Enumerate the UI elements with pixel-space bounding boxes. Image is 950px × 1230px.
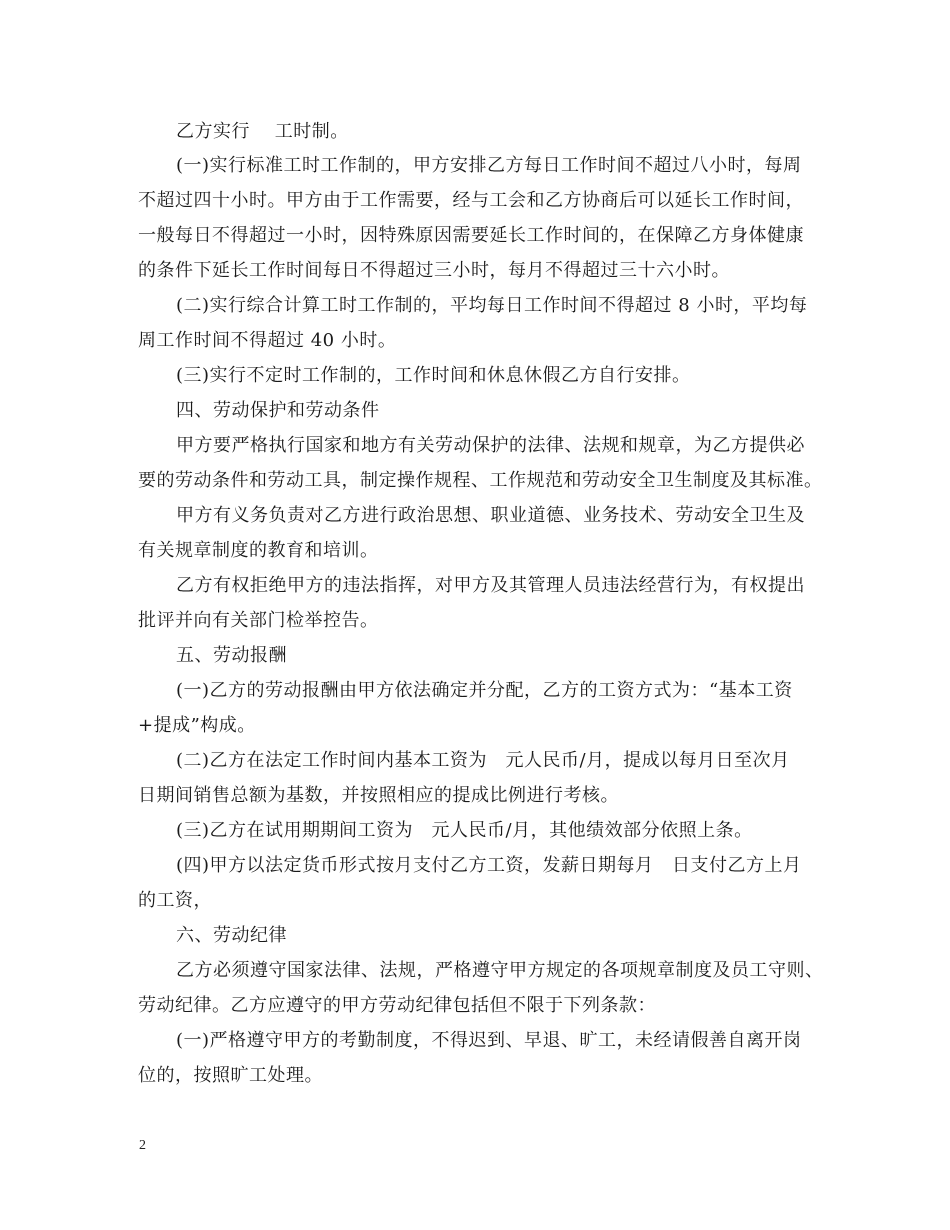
text-line: (二)乙方在法定工作时间内基本工资为 元人民币/月，提成以每月日至次月 [176,750,790,771]
text-line: 甲方有义务负责对乙方进行政治思想、职业道德、业务技术、劳动安全卫生及 [176,505,805,526]
text-line: 乙方实行 工时制。 [176,121,349,142]
text-line: 的条件下延长工作时间每日不得超过三小时，每月不得超过三十六小时。 [138,260,730,281]
page-number: 2 [139,1138,146,1153]
text-line: (四)甲方以法定货币形式按月支付乙方工资，发薪日期每月 日支付乙方上月 [176,855,802,876]
text-line: 的工资， [138,890,212,911]
text-line: 周工作时间不得超过 40 小时。 [138,330,397,351]
text-line: 有关规章制度的教育和培训。 [138,540,379,561]
text-line: 一般每日不得超过一小时，因特殊原因需要延长工作时间的，在保障乙方身体健康 [138,225,804,246]
text-line: 日期间销售总额为基数，并按照相应的提成比例进行考核。 [138,785,619,806]
section-heading: 四、劳动保护和劳动条件 [176,400,380,421]
text-line: 劳动纪律。乙方应遵守的甲方劳动纪律包括但不限于下列条款： [138,995,656,1016]
text-line: 乙方必须遵守国家法律、法规，严格遵守甲方规定的各项规章制度及员工守则、 [176,960,824,981]
text-line: (一)实行标准工时工作制的，甲方安排乙方每日工作时间不超过八小时，每周 [176,155,802,176]
text-line: (二)实行综合计算工时工作制的，平均每日工作时间不得超过 8 小时，平均每 [176,295,808,316]
text-line: 乙方有权拒绝甲方的违法指挥，对甲方及其管理人员违法经营行为，有权提出 [176,575,805,596]
text-line: (一)严格遵守甲方的考勤制度，不得迟到、早退、旷工，未经请假善自离开岗 [176,1030,802,1051]
text-line: 要的劳动条件和劳动工具，制定操作规程、工作规范和劳动安全卫生制度及其标准。 [138,470,823,491]
section-heading: 六、劳动纪律 [176,925,287,946]
text-line: (一)乙方的劳动报酬由甲方依法确定并分配，乙方的工资方式为：“基本工资 [176,680,793,701]
text-line: (三)实行不定时工作制的，工作时间和休息休假乙方自行安排。 [176,365,691,386]
text-line: +提成”构成。 [138,715,256,736]
text-line: (三)乙方在试用期期间工资为 元人民币/月，其他绩效部分依照上条。 [176,820,753,841]
text-line: 不超过四十小时。甲方由于工作需要，经与工会和乙方协商后可以延长工作时间， [138,190,804,211]
text-line: 批评并向有关部门检举控告。 [138,610,379,631]
text-line: 位的，按照旷工处理。 [138,1065,323,1086]
section-heading: 五、劳动报酬 [176,645,287,666]
text-line: 甲方要严格执行国家和地方有关劳动保护的法律、法规和规章，为乙方提供必 [176,435,805,456]
